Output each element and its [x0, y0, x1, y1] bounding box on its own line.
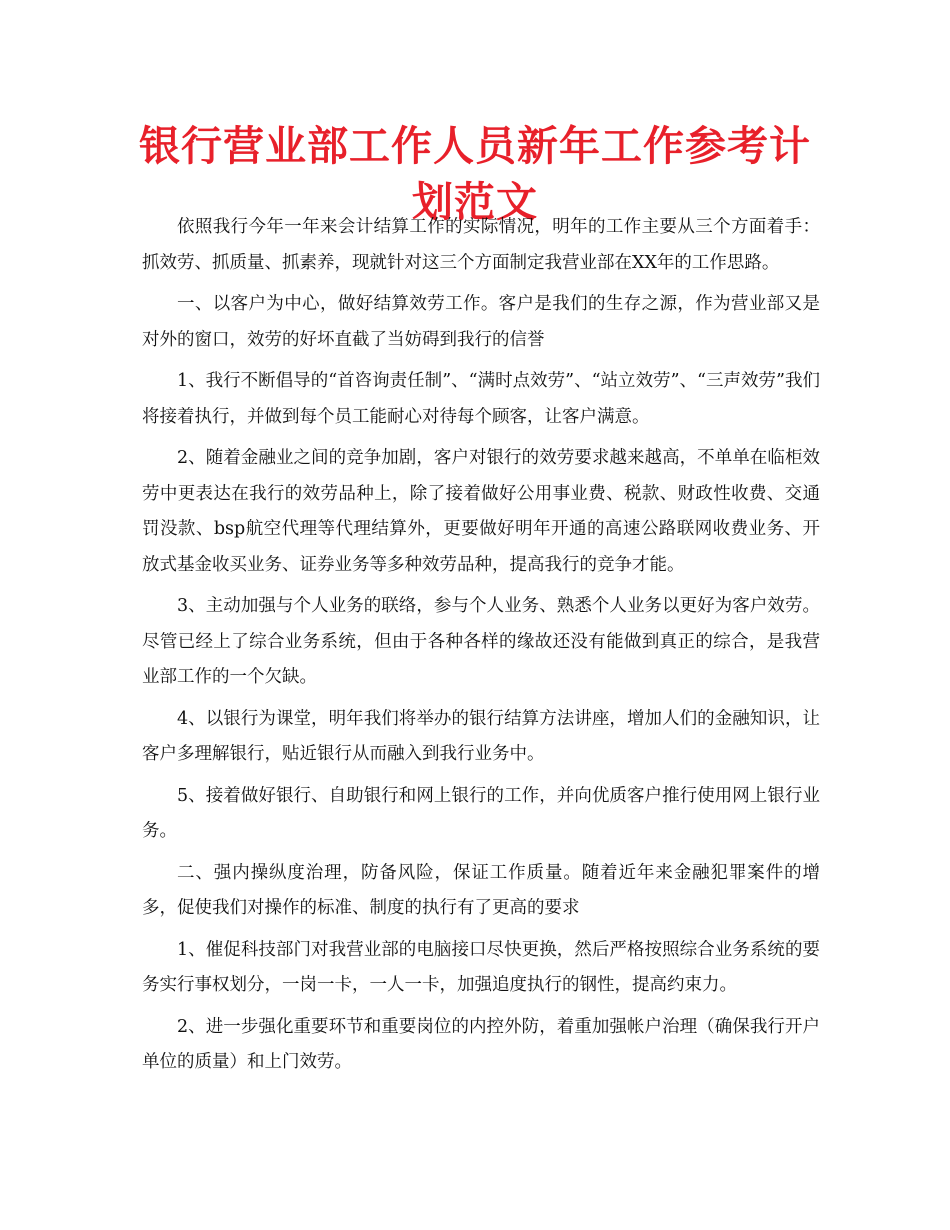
paragraph-section-1-heading: 一、以客户为中心，做好结算效劳工作。客户是我们的生存之源，作为营业部又是对外的窗口，效劳的好坏直截了当妨碍到我行的信誉	[142, 294, 820, 350]
paragraph-section-1-item-4: 4、以银行为课堂，明年我们将举办的银行结算方法讲座，增加人们的金融知识，让客户多理解银行，贴近银行从而融入到我行业务中。	[142, 708, 820, 764]
document-title: 银行营业部工作人员新年工作参考计划范文	[139, 122, 811, 226]
paragraph-section-2-item-2: 2、进一步强化重要环节和重要岗位的内控外防，着重加强帐户治理（确保我行开户单位的质量）和上门效劳。	[142, 1016, 820, 1072]
paragraph-section-1-item-3: 3、主动加强与个人业务的联络，参与个人业务、熟悉个人业务以更好为客户效劳。尽管已经上了综合业务系统，但由于各种各样的缘故还没有能做到真正的综合，是我营业部工作的一个欠缺。	[142, 596, 820, 687]
paragraph-section-1-item-5: 5、接着做好银行、自助银行和网上银行的工作，并向优质客户推行使用网上银行业务。	[142, 785, 820, 841]
paragraph-section-1-item-2: 2、随着金融业之间的竞争加剧，客户对银行的效劳要求越来越高，不单单在临柜效劳中更表达在我行的效劳品种上，除了接着做好公用事业费、税款、财政性收费、交通罚没款、bsp航空代理等代理结算外，更要做好明年开通的高速公路联网收费业务、开放式基金收买业务、证券业务等多种效劳品种，提高我行的竞争才能。	[142, 448, 820, 575]
document-body	[142, 210, 820, 1087]
paragraph-intro: 依照我行今年一年来会计结算工作的实际情况，明年的工作主要从三个方面着手：抓效劳、抓质量、抓素养，现就针对这三个方面制定我营业部在XX年的工作思路。	[142, 217, 820, 273]
paragraph-section-2-item-1: 1、催促科技部门对我营业部的电脑接口尽快更换，然后严格按照综合业务系统的要务实行事权划分，一岗一卡，一人一卡，加强追度执行的钢性，提高约束力。	[142, 939, 820, 995]
paragraph-section-2-heading: 二、强内操纵度治理，防备风险，保证工作质量。随着近年来金融犯罪案件的增多，促使我们对操作的标准、制度的执行有了更高的要求	[142, 862, 820, 918]
paragraph-section-1-item-1: 1、我行不断倡导的“首咨询责任制”、“满时点效劳”、“站立效劳”、“三声效劳”我们将接着执行，并做到每个员工能耐心对待每个顾客，让客户满意。	[142, 371, 820, 427]
